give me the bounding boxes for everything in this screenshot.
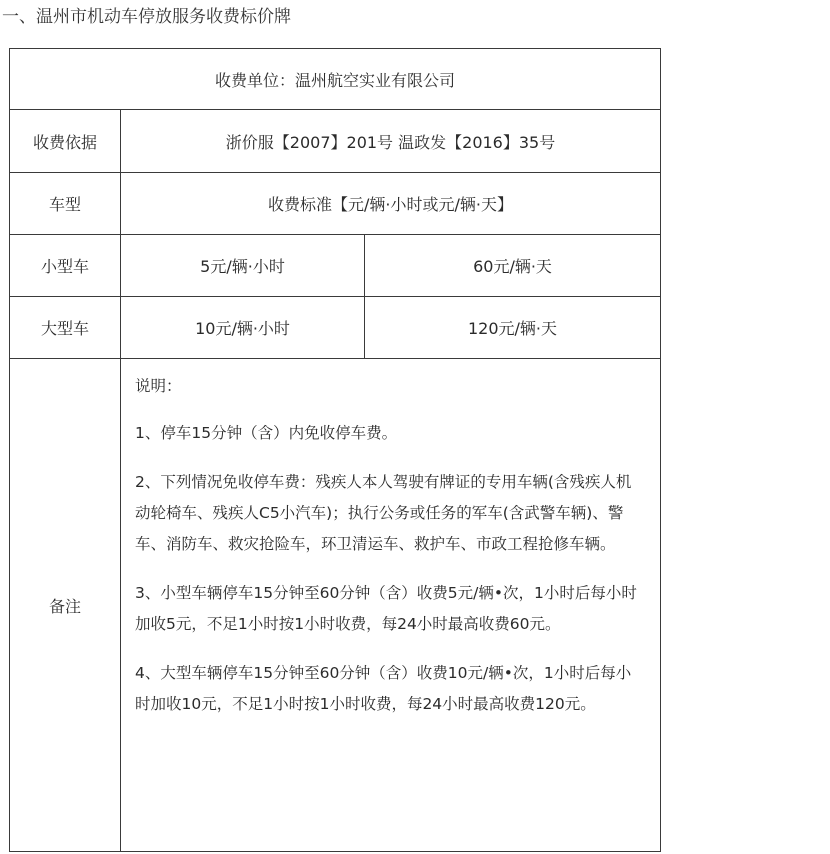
vehicle-type-label: 车型 [10, 173, 121, 235]
fee-basis-value: 浙价服【2007】201号 温政发【2016】35号 [121, 110, 661, 173]
vehicle-type-cell: 大型车 [10, 297, 121, 359]
table-row [10, 235, 661, 297]
hourly-rate-cell: 10元/辆·小时 [121, 297, 365, 359]
fee-unit-cell: 收费单位：温州航空实业有限公司 [10, 49, 661, 110]
daily-rate-cell: 60元/辆·天 [365, 235, 661, 297]
note-item: 4、大型车辆停车15分钟至60分钟（含）收费10元/辆•次，1小时后每小时加收10元，不足1小时按1小时收费，每24小时最高收费120元。 [135, 664, 632, 713]
note-item: 3、小型车辆停车15分钟至60分钟（含）收费5元/辆•次，1小时后每小时加收5元，不足1小时按1小时收费，每24小时最高收费60元。 [135, 584, 637, 633]
vehicle-type-header-row [10, 173, 661, 235]
notes-row [10, 359, 661, 852]
note-item: 1、停车15分钟（含）内免收停车费。 [135, 424, 398, 442]
fee-unit-row [10, 49, 661, 110]
fee-basis-row [10, 110, 661, 173]
page-heading: 一、温州市机动车停放服务收费标价牌 [2, 7, 291, 27]
daily-rate-cell: 120元/辆·天 [365, 297, 661, 359]
parking-fee-table [9, 48, 661, 852]
notes-content [121, 359, 661, 852]
note-item: 2、下列情况免收停车费：残疾人本人驾驶有牌证的专用车辆(含残疾人机动轮椅车、残疾人C5小汽车)；执行公务或任务的军车(含武警车辆)、警车、消防车、救灾抢险车，环卫清运车、救护车、市政工程抢修车辆。 [135, 473, 632, 553]
hourly-rate-cell: 5元/辆·小时 [121, 235, 365, 297]
table-row [10, 297, 661, 359]
notes-title: 说明： [135, 377, 182, 395]
fee-standard-label: 收费标准【元/辆·小时或元/辆·天】 [121, 173, 661, 235]
vehicle-type-cell: 小型车 [10, 235, 121, 297]
fee-basis-label: 收费依据 [10, 110, 121, 173]
notes-label: 备注 [10, 359, 121, 852]
